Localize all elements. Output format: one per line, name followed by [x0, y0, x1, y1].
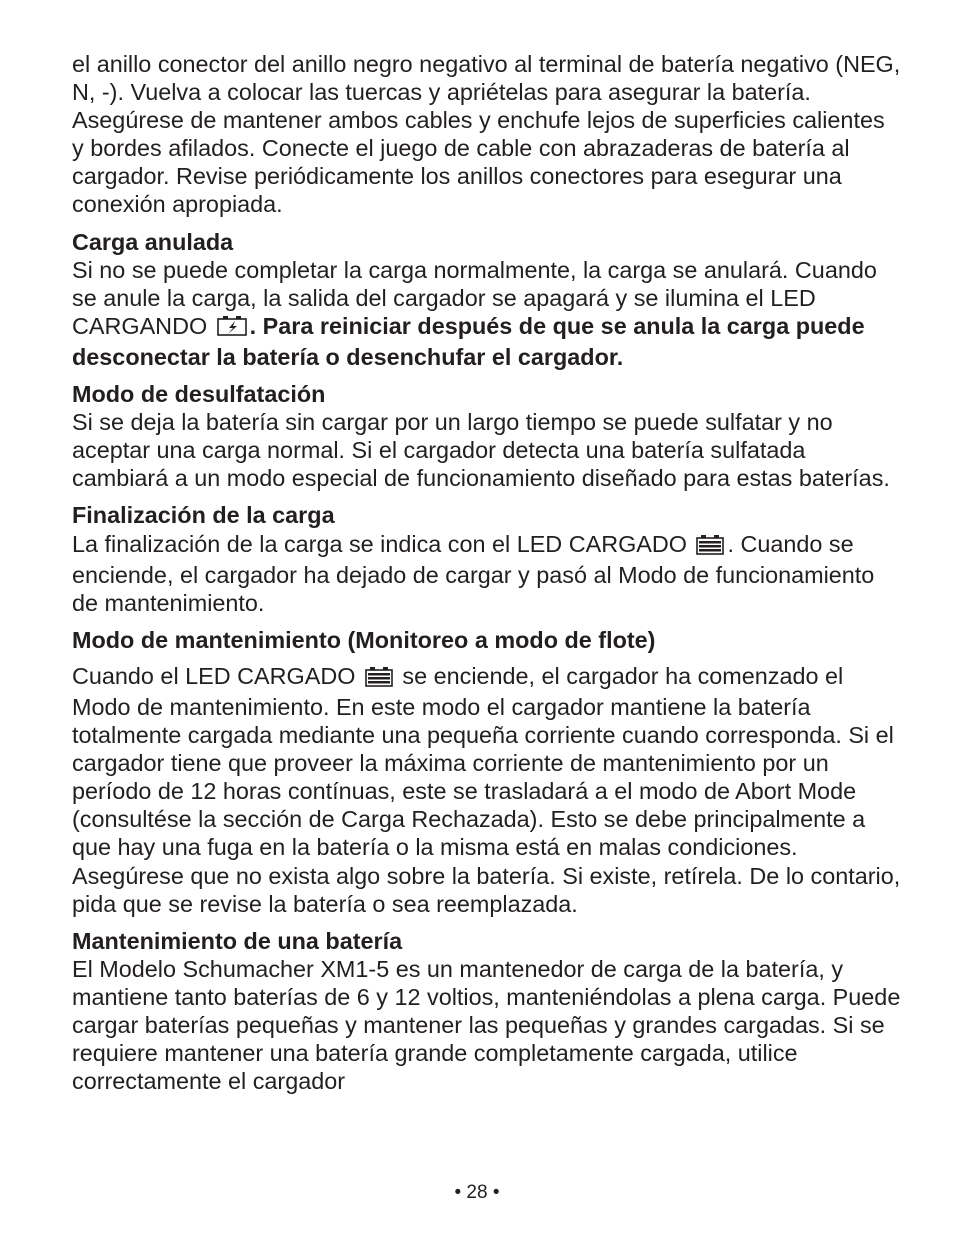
carga-anulada-section	[72, 228, 902, 371]
carga-anulada-heading: Carga anulada	[72, 228, 234, 255]
desulfatacion-heading: Modo de desulfatación	[72, 381, 326, 408]
page-number: • 28 •	[454, 1182, 500, 1203]
desulfatacion-paragraph: Si se deja la batería sin cargar por un largo tiempo se puede sulfatar y no aceptar una carga normal. Si el cargador detecta una batería sulfatada cambiará a un modo especial de funcionamiento diseñado para estas baterías.	[72, 409, 890, 492]
charged-led-icon	[364, 665, 394, 693]
finalizacion-text-a: La finalización de la carga se indica con el LED CARGADO	[72, 530, 687, 557]
mantenimiento-modo-text-a: Cuando el LED CARGADO	[72, 662, 356, 689]
finalizacion-heading: Finalización de la carga	[72, 502, 335, 529]
charging-led-icon	[216, 314, 248, 343]
intro-paragraph: el anillo conector del anillo negro negativo al terminal de batería negativo (NEG, N, -). Vuelva a colocar las tuercas y apriételas para asegurar la batería. Asegúrese de mantener ambos cables y enchufe lejos de superficies calientes y bordes afilados. Conecte el juego de cable con abrazaderas de batería al cargador. Revise periódicamente los anillos conectores para esegurar una conexión apropiada.	[72, 51, 901, 218]
charged-led-icon	[695, 533, 725, 561]
carga-anulada-paragraph	[72, 256, 902, 371]
mantenimiento-modo-paragraph	[72, 662, 902, 918]
mantenimiento-modo-section	[72, 626, 902, 918]
carga-anulada-text-a: Si no se puede completar la carga normalmente, la carga se anulará. Cuando se anule la carga, la salida del cargador se apagará y se ilumina el LED CARGANDO	[72, 256, 877, 339]
manual-page	[72, 50, 902, 1095]
finalizacion-paragraph	[72, 530, 902, 617]
mantenimiento-modo-text-b: se enciende, el cargador ha comenzado el Modo de mantenimiento. En este modo el cargador mantiene la batería totalmente cargada mediante una pequeña corriente cuando corresponda. Si el cargador tiene que proveer la máxima corriente de mantenimiento por un período de 12 horas contínuas, este se trasladará a el modo de Abort Mode (consultése la sección de Carga Rechazada). Esto se debe principalmente a que hay una fuga en la batería o la misma está en malas condiciones. Asegúrese que no exista algo sobre la batería. Si existe, retírela. De lo contario, pida que se revise la batería o sea reemplazada.	[72, 662, 901, 917]
mantenimiento-bateria-paragraph: El Modelo Schumacher XM1-5 es un mantenedor de carga de la batería, y mantiene tanto baterías de 6 y 12 voltios, manteniéndolas a plena carga. Puede cargar baterías pequeñas y mantener las pequeñas y grandes cargadas. Si se requiere mantener una batería grande completamente cargada, utilice correctamente el cargador	[72, 955, 901, 1095]
carga-anulada-text-b: . Para reiniciar después de que se anula la carga puede desconectar la batería o desenchufar el cargador.	[72, 312, 865, 370]
finalizacion-section	[72, 501, 902, 616]
mantenimiento-bateria-section	[72, 927, 902, 1096]
mantenimiento-bateria-heading: Mantenimiento de una batería	[72, 927, 403, 954]
mantenimiento-modo-heading: Modo de mantenimiento (Monitoreo a modo de flote)	[72, 626, 656, 653]
desulfatacion-section	[72, 380, 902, 492]
intro-section	[72, 50, 902, 219]
finalizacion-text-b: . Cuando se enciende, el cargador ha dejado de cargar y pasó al Modo de funcionamiento de mantenimiento.	[72, 530, 875, 616]
